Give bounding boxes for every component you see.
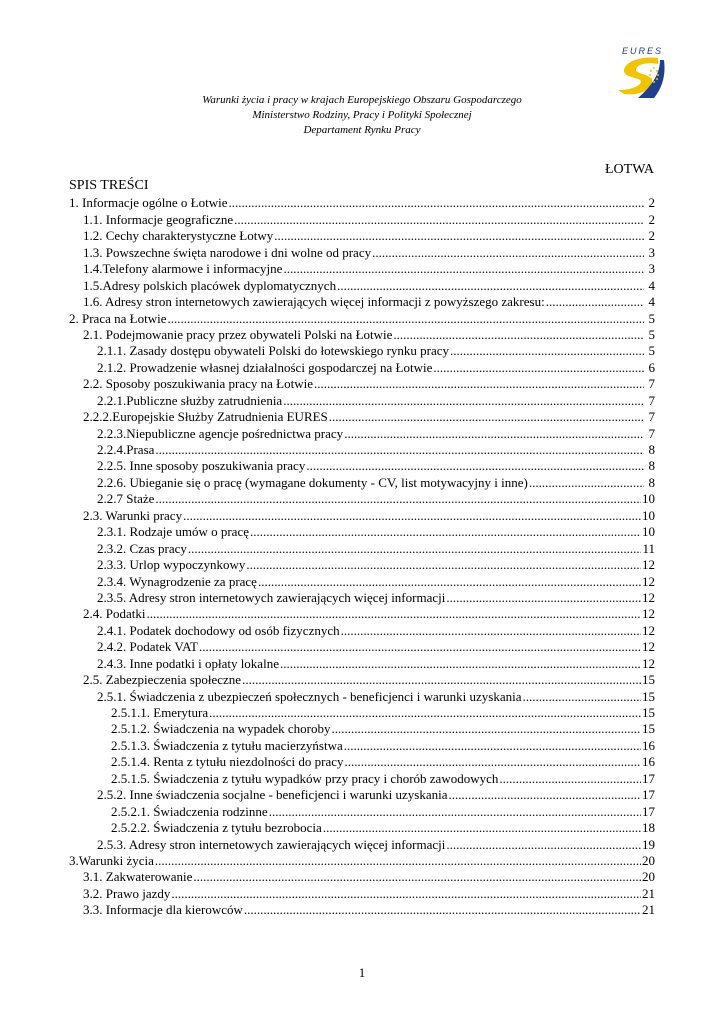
toc-entry-page: 10 (642, 507, 655, 523)
toc-leader-dots (155, 853, 641, 869)
toc-entry[interactable] (69, 211, 655, 227)
toc-entry-page: 15 (642, 721, 655, 737)
toc-entry[interactable] (69, 261, 655, 277)
toc-entry-label: 2.2.5. Inne sposoby poszukiwania pracy (97, 458, 306, 474)
toc-leader-dots (337, 278, 644, 294)
toc-entry[interactable] (69, 622, 655, 638)
toc-entry-label: 2.5. Zabezpieczenia społeczne (83, 672, 242, 688)
toc-entry-page: 10 (642, 491, 655, 507)
toc-entry[interactable] (69, 244, 655, 260)
toc-leader-dots (188, 541, 642, 557)
toc-entry-page: 15 (642, 705, 655, 720)
toc-leader-dots (183, 508, 641, 524)
toc-leader-dots (167, 311, 644, 327)
toc-entry-page: 21 (642, 885, 655, 901)
toc-entry[interactable] (69, 737, 655, 753)
toc-entry-label: 2.3.4. Wynagrodzenie za pracę (97, 573, 257, 589)
toc-entry[interactable] (69, 770, 655, 786)
toc-entry-label: 2.2.2.Europejskie Służby Zatrudnienia EURES (83, 409, 328, 425)
toc-entry-label: 2.2.7 Staże (97, 491, 155, 507)
toc-entry-page: 4 (648, 277, 655, 293)
toc-leader-dots (244, 902, 641, 918)
country-title: ŁOTWA (605, 162, 654, 177)
toc-entry[interactable] (69, 557, 655, 573)
toc-entry[interactable] (69, 705, 655, 721)
toc-entry-label: 2.5.2. Inne świadczenia socjalne - beneficjenci i warunki uzyskania (97, 787, 448, 803)
eures-logo (614, 44, 666, 100)
toc-entry-page: 5 (648, 343, 655, 359)
toc-entry[interactable] (69, 195, 655, 211)
toc-entry[interactable] (69, 491, 655, 507)
toc-leader-dots (433, 360, 644, 376)
toc-entry-page: 11 (642, 540, 655, 556)
toc-entry-label: 3.3. Informacje dla kierowców (83, 902, 243, 918)
toc-entry-label: 2.4.1. Podatek dochodowy od osób fizycznych (97, 622, 340, 638)
toc-entry[interactable] (69, 606, 655, 622)
toc-entry-label: 2.5.1.4. Renta z tytułu niezdolności do pracy (111, 754, 344, 770)
toc-entry-label: 1.4.Telefony alarmowe i informacyjne (83, 261, 283, 277)
toc-entry-page: 16 (642, 754, 655, 770)
table-of-contents (69, 195, 655, 918)
toc-entry-label: 2.2.4.Prasa (97, 442, 155, 457)
toc-entry-label: 2.5.1.5. Świadczenia z tytułu wypadków przy pracy i chorób zawodowych (111, 770, 499, 786)
toc-entry[interactable] (69, 458, 655, 474)
header-line-3: Departament Rynku Pracy (303, 124, 421, 136)
toc-entry[interactable] (69, 721, 655, 737)
toc-entry-page: 15 (642, 672, 655, 688)
toc-entry[interactable] (69, 836, 655, 852)
toc-entry-label: 2.3.3. Urlop wypoczynkowy (97, 557, 246, 573)
toc-entry-page: 15 (642, 688, 655, 704)
toc-entry[interactable] (69, 442, 655, 458)
toc-entry-label: 2.5.1.2. Świadczenia na wypadek choroby (111, 721, 331, 737)
toc-entry-page: 10 (642, 524, 655, 540)
header-line-2: Ministerstwo Rodziny, Pracy i Polityki Społecznej (252, 109, 472, 121)
toc-entry[interactable] (69, 343, 655, 359)
toc-entry-label: 2.4.2. Podatek VAT (97, 639, 198, 655)
toc-entry-page: 6 (648, 359, 655, 375)
toc-leader-dots (146, 606, 641, 622)
toc-entry-page: 8 (648, 442, 655, 457)
toc-entry-label: 1.3. Powszechne święta narodowe i dni wolne od pracy (83, 244, 372, 260)
toc-entry-label: 3.2. Prawo jazdy (83, 885, 171, 901)
toc-entry-page: 2 (648, 211, 655, 227)
toc-entry-page: 12 (642, 573, 655, 589)
toc-entry-page: 21 (642, 902, 655, 918)
toc-entry-label: 2.2. Sposoby poszukiwania pracy na Łotwie (83, 376, 313, 392)
toc-leader-dots (499, 771, 641, 787)
toc-entry-label: 1.2. Cechy charakterystyczne Łotwy (83, 228, 274, 244)
toc-entry-label: 1.6. Adresy stron internetowych zawierających więcej informacji z powyższego zakresu: (83, 294, 545, 310)
toc-entry-page: 8 (648, 474, 655, 490)
toc-leader-dots (155, 442, 644, 458)
toc-leader-dots (344, 426, 644, 442)
toc-leader-dots (332, 721, 642, 737)
toc-entry-label: 2.3. Warunki pracy (83, 507, 183, 523)
toc-entry-label: 2.3.2. Czas pracy (97, 540, 187, 556)
toc-entry-page: 2 (648, 195, 655, 211)
toc-leader-dots (283, 393, 644, 409)
toc-leader-dots (522, 689, 641, 705)
toc-entry-label: 2.1. Podejmowanie pracy przez obywateli Polski na Łotwie (83, 326, 393, 342)
toc-leader-dots (450, 343, 644, 359)
toc-entry-page: 12 (642, 622, 655, 638)
toc-entry-label: 2.5.1.3. Świadczenia z tytułu macierzyństwa (111, 737, 343, 753)
toc-entry[interactable] (69, 524, 655, 540)
toc-entry[interactable] (69, 639, 655, 655)
toc-entry[interactable] (69, 885, 655, 901)
toc-entry[interactable] (69, 853, 655, 869)
toc-entry-label: 2.4. Podatki (83, 606, 146, 622)
toc-entry-page: 5 (648, 310, 655, 326)
toc-leader-dots (171, 886, 641, 902)
toc-entry[interactable] (69, 655, 655, 671)
toc-leader-dots (228, 195, 644, 211)
eures-logo-graphic (614, 44, 666, 100)
toc-entry-page: 18 (642, 820, 655, 836)
toc-entry-page: 19 (642, 836, 655, 852)
toc-entry-page: 8 (648, 458, 655, 474)
toc-entry-label: 2.1.2. Prowadzenie własnej działalności gospodarczej na Łotwie (97, 359, 433, 375)
toc-entry[interactable] (69, 754, 655, 770)
toc-entry-label: 2.3.5. Adresy stron internetowych zawierających więcej informacji (97, 589, 446, 605)
header-line-1: Warunki życia i pracy w krajach Europejskiego Obszaru Gospodarczego (202, 94, 522, 106)
toc-leader-dots (529, 475, 644, 491)
toc-entry-label: 2.5.2.2. Świadczenia z tytułu bezrobocia (111, 820, 322, 836)
toc-leader-dots (323, 820, 641, 836)
toc-entry[interactable] (69, 672, 655, 688)
toc-title: SPIS TREŚCI (69, 178, 149, 193)
toc-leader-dots (283, 261, 644, 277)
toc-entry[interactable] (69, 327, 655, 343)
toc-leader-dots (155, 491, 641, 507)
toc-entry-label: 2.2.1.Publiczne służby zatrudnienia (97, 392, 283, 408)
toc-leader-dots (306, 458, 644, 474)
toc-leader-dots (258, 574, 641, 590)
toc-entry-page: 5 (648, 326, 655, 342)
toc-entry[interactable] (69, 590, 655, 606)
toc-entry-label: 2.5.3. Adresy stron internetowych zawierających więcej informacji (97, 836, 446, 852)
toc-leader-dots (546, 294, 644, 310)
toc-entry-page: 12 (642, 606, 655, 622)
toc-entry-page: 20 (642, 852, 655, 868)
toc-entry-page: 7 (648, 425, 655, 441)
toc-entry[interactable] (69, 310, 655, 326)
toc-entry-page: 2 (648, 228, 655, 244)
toc-entry[interactable] (69, 540, 655, 556)
toc-entry-label: 2.3.1. Rodzaje umów o pracę (97, 524, 249, 540)
toc-entry-label: 2.5.1. Świadczenia z ubezpieczeń społecznych - beneficjenci i warunki uzyskania (97, 688, 522, 704)
toc-leader-dots (314, 376, 644, 392)
toc-leader-dots (372, 245, 644, 261)
toc-entry-page: 17 (642, 787, 655, 803)
toc-entry-label: 2.2.6. Ubieganie się o pracę (wymagane dokumenty - CV, list motywacyjny i inne) (97, 474, 528, 490)
toc-entry-label: 2. Praca na Łotwie (69, 310, 167, 326)
toc-entry[interactable] (69, 392, 655, 408)
toc-leader-dots (446, 590, 641, 606)
toc-leader-dots (209, 705, 641, 721)
eures-logo-text: EURES (622, 46, 664, 56)
toc-entry-label: 2.4.3. Inne podatki i opłaty lokalne (97, 655, 279, 671)
document-header (0, 93, 724, 138)
toc-entry-label: 2.1.1. Zasady dostępu obywateli Polski do łotewskiego rynku pracy (97, 343, 450, 359)
toc-leader-dots (269, 804, 641, 820)
toc-entry-page: 17 (642, 803, 655, 819)
toc-entry-page: 7 (648, 376, 655, 392)
toc-entry[interactable] (69, 787, 655, 803)
toc-entry-label: 3.1. Zakwaterowanie (83, 869, 193, 885)
toc-entry[interactable] (69, 507, 655, 523)
toc-entry[interactable] (69, 869, 655, 885)
toc-entry-label: 2.2.3.Niepubliczne agencje pośrednictwa pracy (97, 425, 344, 441)
toc-entry-page: 12 (642, 557, 655, 573)
toc-entry-page: 7 (648, 392, 655, 408)
toc-leader-dots (344, 738, 641, 754)
toc-entry[interactable] (69, 820, 655, 836)
toc-leader-dots (234, 212, 644, 228)
toc-entry-page: 12 (642, 589, 655, 605)
toc-entry-label: 1.5.Adresy polskich placówek dyplomatycznych (83, 277, 337, 293)
toc-entry[interactable] (69, 228, 655, 244)
toc-leader-dots (193, 869, 641, 885)
toc-leader-dots (274, 228, 644, 244)
toc-entry-page: 4 (648, 294, 655, 310)
toc-entry-page: 3 (648, 244, 655, 260)
toc-entry-label: 1. Informacje ogólne o Łotwie (69, 195, 228, 211)
toc-entry-label: 2.5.1.1. Emerytura (111, 705, 209, 720)
toc-leader-dots (250, 524, 641, 540)
toc-entry[interactable] (69, 688, 655, 704)
toc-leader-dots (280, 656, 641, 672)
toc-entry[interactable] (69, 409, 655, 425)
toc-entry[interactable] (69, 803, 655, 819)
toc-entry-page: 12 (642, 655, 655, 671)
toc-entry[interactable] (69, 474, 655, 490)
toc-entry-label: 1.1. Informacje geograficzne (83, 211, 234, 227)
toc-entry-page: 7 (648, 409, 655, 425)
toc-entry-page: 20 (642, 869, 655, 885)
toc-leader-dots (329, 409, 644, 425)
toc-entry[interactable] (69, 294, 655, 310)
toc-leader-dots (393, 327, 644, 343)
toc-leader-dots (199, 639, 641, 655)
toc-entry-page: 12 (642, 639, 655, 655)
toc-entry[interactable] (69, 376, 655, 392)
toc-entry[interactable] (69, 359, 655, 375)
toc-entry-label: 2.5.2.1. Świadczenia rodzinne (111, 803, 268, 819)
toc-leader-dots (345, 754, 641, 770)
toc-entry[interactable] (69, 277, 655, 293)
toc-entry-page: 17 (642, 770, 655, 786)
toc-entry-page: 16 (642, 737, 655, 753)
toc-entry-label: 3.Warunki życia (69, 852, 154, 868)
toc-leader-dots (242, 672, 641, 688)
toc-entry[interactable] (69, 902, 655, 918)
toc-entry[interactable] (69, 573, 655, 589)
toc-leader-dots (246, 557, 641, 573)
page-number: 1 (358, 965, 366, 980)
toc-leader-dots (446, 837, 641, 853)
toc-entry-page: 3 (648, 261, 655, 277)
toc-leader-dots (449, 787, 642, 803)
toc-leader-dots (341, 623, 641, 639)
toc-entry[interactable] (69, 425, 655, 441)
